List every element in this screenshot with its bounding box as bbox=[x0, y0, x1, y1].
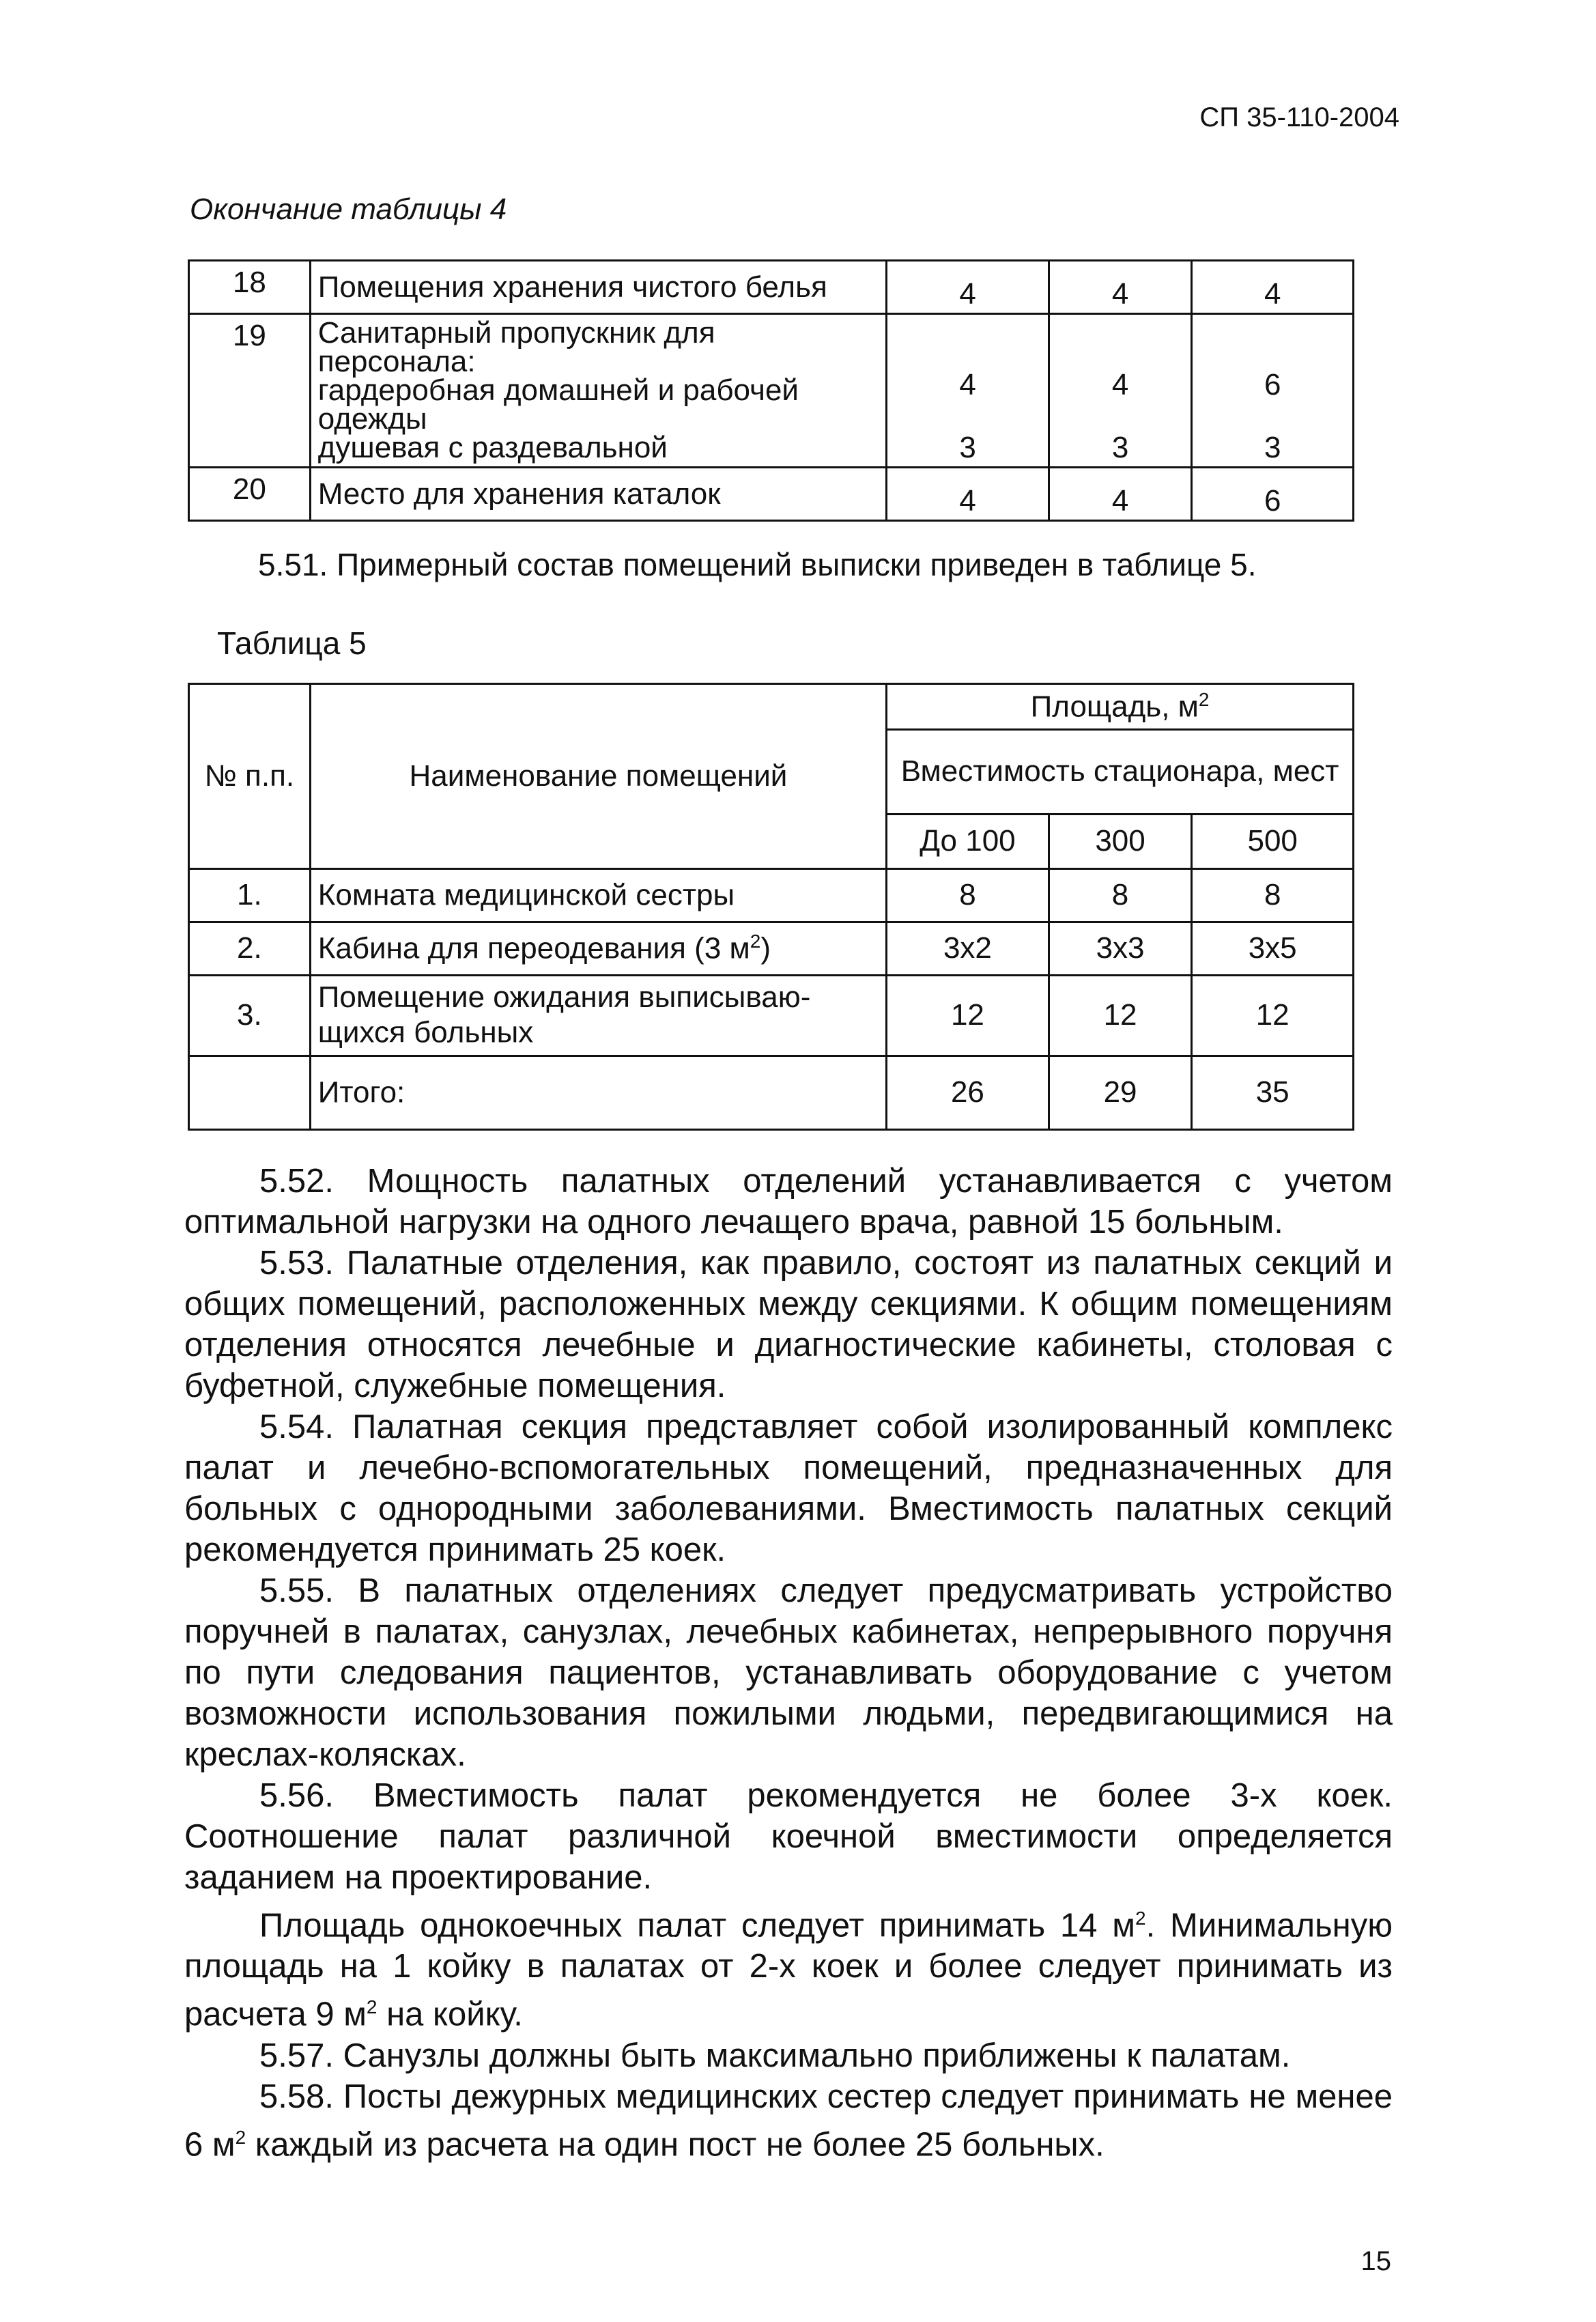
table5-row bbox=[189, 922, 1354, 975]
table5-row-name: Помещение ожидания выписываю-щихся больных bbox=[310, 975, 886, 1056]
document-code: СП 35-110-2004 bbox=[1199, 102, 1399, 132]
paragraph-5-55: 5.55. В палатных отделениях следует предусматривать устройство поручней в палатах, санузлах, лечебных кабинетах, непрерывного поручня по пути следования пациентов, устанавливать оборудование с учетом возможности использования пожилыми людьми, передвигающимися на креслах-колясках. bbox=[184, 1572, 1393, 1773]
table4-name-line: гардеробная домашней и рабочей bbox=[317, 373, 799, 407]
body-text bbox=[184, 1161, 1393, 2165]
table4-value: 3 bbox=[959, 431, 976, 464]
paragraph-5-56: 5.56. Вместимость палат рекомендуется не более 3-х коек. Соотношение палат различной коечной вместимости определяется заданием на проектирование. bbox=[184, 1777, 1393, 1896]
table5-row-num: 1. bbox=[189, 868, 311, 922]
table4-value: 6 bbox=[1264, 484, 1281, 518]
header-capacity: Вместимость стационара, мест bbox=[887, 729, 1354, 814]
table5-title: Таблица 5 bbox=[217, 625, 367, 661]
header-num: № п.п. bbox=[189, 684, 311, 869]
table5-row-num: 2. bbox=[189, 922, 311, 975]
table4-value-cell bbox=[1049, 261, 1192, 314]
table5-row-num: 3. bbox=[189, 975, 311, 1056]
table4-name-line: одежды bbox=[317, 402, 427, 436]
paragraph-5-58: 5.58. Посты дежурных медицинских сестер следует принимать не менее 6 $м^2$ каждый из расчета на один пост не более 25 больных. bbox=[184, 2078, 1393, 2163]
paragraph-5-51: 5.51. Примерный состав помещений выписки приведен в таблице 5. bbox=[258, 547, 1257, 582]
table4-value: 6 bbox=[1264, 368, 1281, 401]
table4-name-line: Место для хранения каталок bbox=[317, 477, 721, 511]
table4-value-cell bbox=[1192, 468, 1354, 521]
table5-row-num bbox=[189, 1056, 311, 1129]
table4-value: 4 bbox=[959, 368, 976, 401]
table5-row bbox=[189, 975, 1354, 1056]
table4-row-num: 18 bbox=[189, 261, 311, 314]
table4-value: 3 bbox=[1111, 431, 1129, 464]
table5-value: 8 bbox=[1049, 868, 1192, 922]
table4-row bbox=[189, 468, 1354, 521]
table4-value-cell bbox=[887, 314, 1049, 468]
table4-value: 4 bbox=[1111, 484, 1129, 518]
table5-value: 12 bbox=[1049, 975, 1192, 1056]
table4-row-num: 19 bbox=[189, 314, 311, 468]
table5-value: 12 bbox=[887, 975, 1049, 1056]
table5-value: 35 bbox=[1192, 1056, 1354, 1129]
table4-row-num: 20 bbox=[189, 468, 311, 521]
table4-value-cell bbox=[887, 261, 1049, 314]
paragraph-5-57: 5.57. Санузлы должны быть максимально приближены к палатам. bbox=[259, 2037, 1291, 2074]
table5-value: 3х5 bbox=[1192, 922, 1354, 975]
table4-row-name bbox=[310, 314, 887, 468]
header-col-300: 300 bbox=[1049, 814, 1192, 868]
table4-row bbox=[189, 314, 1354, 468]
table4-value-cell bbox=[1192, 314, 1354, 468]
header-col-500: 500 bbox=[1192, 814, 1354, 868]
table5-row bbox=[189, 868, 1354, 922]
header-col-100: До 100 bbox=[887, 814, 1049, 868]
table5-value: 26 bbox=[887, 1056, 1049, 1129]
table4-name-line: Помещения хранения чистого белья bbox=[317, 270, 827, 304]
table5-value: 29 bbox=[1049, 1056, 1192, 1129]
table4-value-cell bbox=[1192, 261, 1354, 314]
table4-value: 4 bbox=[1111, 277, 1129, 311]
table4-row-name bbox=[310, 261, 887, 314]
paragraph-5-52: 5.52. Мощность палатных отделений устанавливается с учетом оптимальной нагрузки на одного лечащего врача, равной 15 больным. bbox=[184, 1163, 1393, 1241]
table4-row-name bbox=[310, 468, 887, 521]
table5-value: 8 bbox=[887, 868, 1049, 922]
table4-value-cell bbox=[1049, 468, 1192, 521]
table5-value: 3х3 bbox=[1049, 922, 1192, 975]
table4-value-cell bbox=[1049, 314, 1192, 468]
table4-value: 4 bbox=[1264, 277, 1281, 311]
table4-value: 3 bbox=[1264, 431, 1281, 464]
table4-value: 4 bbox=[959, 484, 976, 518]
table4-name-line: Санитарный пропускник для персонала: bbox=[317, 316, 715, 378]
table-5 bbox=[188, 683, 1354, 1131]
paragraph-ward-area: Площадь однокоечных палат следует принимать 14 $м^2$. Минимальную площадь на 1 койку в палатах от 2-х коек и более следует принимать из расчета 9 $м^2$ на койку. bbox=[184, 1907, 1393, 2033]
table5-value: 12 bbox=[1192, 975, 1354, 1056]
table4-name-line: душевая с раздевальной bbox=[317, 431, 668, 464]
page-number: 15 bbox=[1360, 2246, 1391, 2276]
table4-row bbox=[189, 261, 1354, 314]
table4-value: 4 bbox=[959, 277, 976, 311]
header-area: Площадь, $м^2$ bbox=[887, 684, 1354, 730]
table5-row-name: Итого: bbox=[310, 1056, 886, 1129]
header-name: Наименование помещений bbox=[310, 684, 886, 869]
table5-row-name: Кабина для переодевания (3 $м^2$) bbox=[310, 922, 886, 975]
paragraph-5-53: 5.53. Палатные отделения, как правило, состоят из палатных секций и общих помещений, расположенных между секциями. К общим помещениям отделения относятся лечебные и диагностические кабинеты, столовая с буфетной, служебные помещения. bbox=[184, 1245, 1393, 1404]
table5-row-name: Комната медицинской сестры bbox=[310, 868, 886, 922]
table5-value: 8 bbox=[1192, 868, 1354, 922]
table4-caption: Окончание таблицы 4 bbox=[190, 193, 507, 226]
table5-value: 3х2 bbox=[887, 922, 1049, 975]
table-4 bbox=[188, 259, 1354, 522]
table5-row bbox=[189, 1056, 1354, 1129]
paragraph-5-54: 5.54. Палатная секция представляет собой изолированный комплекс палат и лечебно-вспомогательных помещений, предназначенных для больных с однородными заболеваниями. Вместимость палатных секций рекомендуется принимать 25 коек. bbox=[184, 1408, 1393, 1568]
table4-value: 4 bbox=[1111, 368, 1129, 401]
table4-value-cell bbox=[887, 468, 1049, 521]
